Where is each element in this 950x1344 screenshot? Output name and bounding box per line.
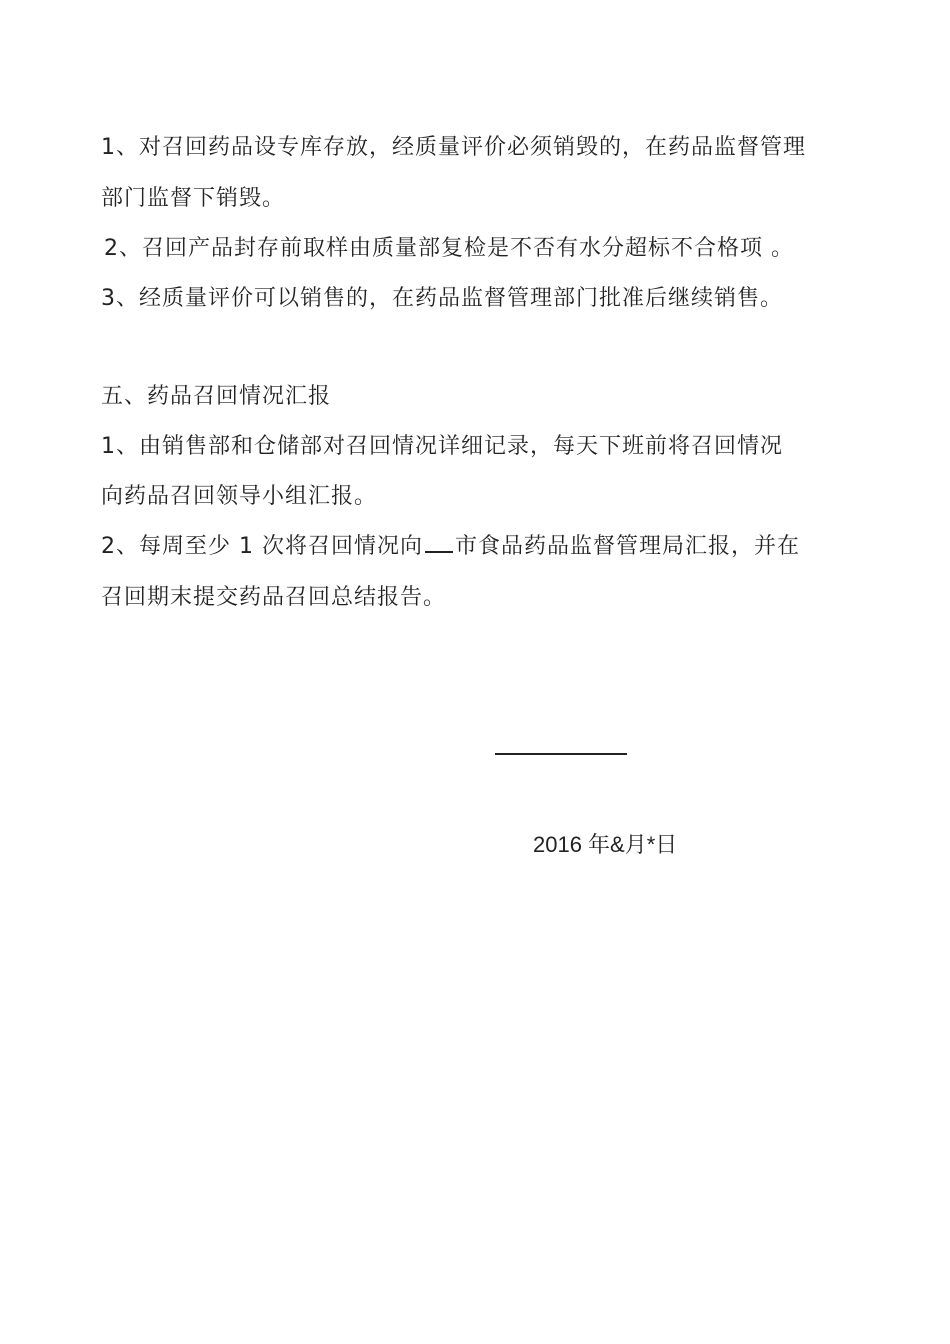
section5-item2-line2: 召回期末提交药品召回总结报告。	[101, 585, 447, 610]
section5-item1-line2: 向药品召回领导小组汇报。	[101, 484, 378, 509]
section5-item1-line1: 1、由销售部和仓储部对召回情况详细记录，每天下班前将召回情况	[101, 434, 783, 459]
section4-item2: 2、召回产品封存前取样由质量部复检是不否有水分超标不合格项 。	[104, 236, 794, 261]
section4-item1-line2: 部门监督下销毁。	[101, 186, 286, 211]
section4-item1-line1: 1、对召回药品设专库存放，经质量评价必须销毁的，在药品监督管理	[101, 135, 806, 160]
section5-item2-prefix: 2、每周至少 1 次将召回情况向	[101, 534, 423, 559]
section5-heading: 五、药品召回情况汇报	[101, 384, 332, 409]
section4-item3: 3、经质量评价可以销售的，在药品监督管理部门批准后继续销售。	[101, 286, 783, 311]
document-date: 2016 年&月*日	[533, 832, 678, 857]
signature-line	[495, 753, 627, 755]
fill-in-blank	[425, 531, 453, 553]
section5-item2-line1	[101, 531, 800, 562]
section5-item2-suffix: 市食品药品监督管理局汇报，并在	[454, 534, 800, 559]
